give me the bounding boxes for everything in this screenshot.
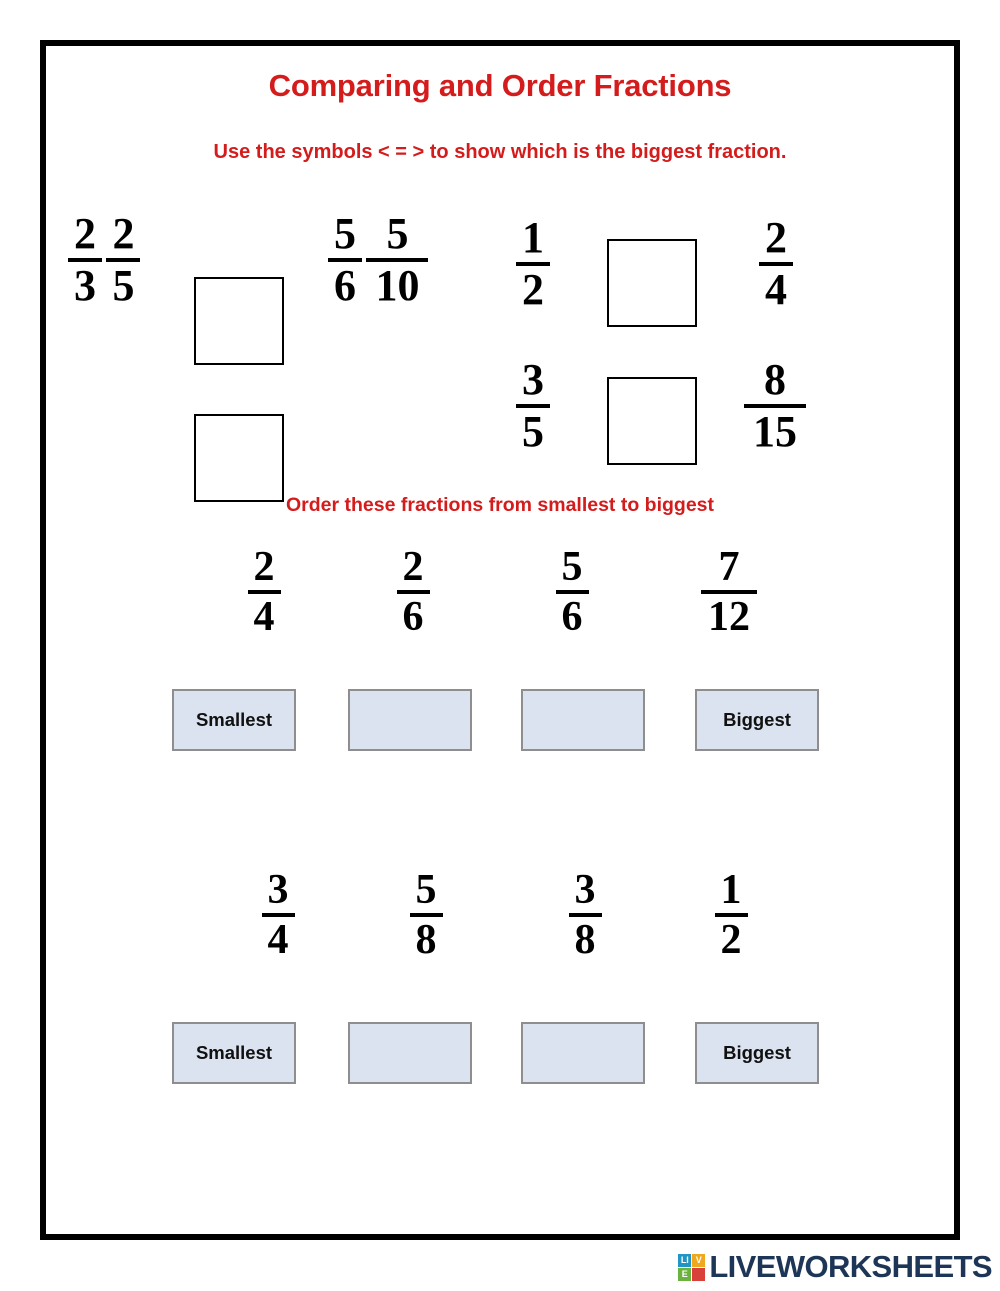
fraction-3-5 xyxy=(516,355,550,456)
numerator: 8 xyxy=(764,355,786,404)
order-fraction-slot xyxy=(671,869,791,961)
page-title: Comparing and Order Fractions xyxy=(268,68,732,103)
fraction-3-4 xyxy=(262,869,295,961)
numerator: 2 xyxy=(765,213,787,262)
order-box-blank[interactable] xyxy=(348,689,472,751)
denominator: 8 xyxy=(415,917,437,963)
order-fraction-slot xyxy=(525,869,645,961)
instruction-compare: Use the symbols < = > to show which is the biggest fraction. xyxy=(213,141,787,163)
liveworksheets-wordmark: LIVEWORKSHEETS xyxy=(709,1249,992,1284)
fraction-1-2 xyxy=(715,869,748,961)
numerator: 3 xyxy=(522,355,544,404)
fraction-1-2 xyxy=(516,213,550,314)
order-fraction-slot xyxy=(204,546,324,638)
instruction-order: Order these fractions from smallest to biggest xyxy=(285,494,715,516)
logo-tile-v: V xyxy=(692,1254,705,1267)
numerator: 7 xyxy=(718,544,740,590)
logo-tile-blank xyxy=(692,1268,705,1281)
denominator: 2 xyxy=(720,917,742,963)
numerator: 1 xyxy=(720,867,742,913)
numerator: 5 xyxy=(561,544,583,590)
order-box-blank[interactable] xyxy=(348,1022,472,1084)
order-box-biggest[interactable]: Biggest xyxy=(695,1022,819,1084)
order-row-1-boxes xyxy=(46,689,954,751)
denominator: 10 xyxy=(375,261,420,310)
fraction-2-5 xyxy=(106,209,140,310)
liveworksheets-logo[interactable] xyxy=(678,1249,992,1285)
compare-answer-box-2[interactable] xyxy=(194,414,284,502)
denominator: 12 xyxy=(708,594,750,640)
denominator: 3 xyxy=(74,261,96,310)
fraction-2-6 xyxy=(397,546,430,638)
order-fraction-slot xyxy=(353,546,473,638)
order-box-biggest[interactable]: Biggest xyxy=(695,689,819,751)
liveworksheets-tiles-icon xyxy=(678,1254,705,1281)
numerator: 5 xyxy=(415,867,437,913)
denominator: 4 xyxy=(765,265,787,314)
order-row-1-fractions xyxy=(46,546,954,656)
logo-tile-li: LI xyxy=(678,1254,691,1267)
compare-answer-box-1[interactable] xyxy=(194,277,284,365)
order-box-smallest[interactable]: Smallest xyxy=(172,689,296,751)
compare-left-fraction-stack xyxy=(68,209,140,310)
order-box-blank[interactable] xyxy=(521,1022,645,1084)
compare-left-col-right-fractions xyxy=(328,209,428,310)
fraction-8-15 xyxy=(744,355,806,456)
denominator: 2 xyxy=(522,265,544,314)
fraction-5-6 xyxy=(556,546,589,638)
numerator: 5 xyxy=(386,209,409,258)
denominator: 15 xyxy=(753,407,797,456)
logo-tile-e: E xyxy=(678,1268,691,1281)
numerator: 3 xyxy=(267,867,289,913)
fraction-2-4 xyxy=(248,546,281,638)
denominator: 5 xyxy=(112,261,135,310)
compare-section xyxy=(46,46,954,486)
numerator: 2 xyxy=(112,209,135,258)
compare-answer-box-3[interactable] xyxy=(607,239,697,327)
order-row-2-boxes xyxy=(46,1022,954,1084)
numerator: 2 xyxy=(402,544,424,590)
order-box-blank[interactable] xyxy=(521,689,645,751)
denominator: 4 xyxy=(267,917,289,963)
denominator: 6 xyxy=(402,594,424,640)
denominator: 4 xyxy=(253,594,275,640)
numerator: 3 xyxy=(574,867,596,913)
fraction-5-10 xyxy=(366,209,428,310)
denominator: 5 xyxy=(522,407,544,456)
order-fraction-slot xyxy=(669,546,789,638)
order-row-2-fractions xyxy=(46,869,954,979)
fraction-2-4 xyxy=(759,213,793,314)
worksheet-page xyxy=(40,40,960,1240)
denominator: 8 xyxy=(574,917,596,963)
order-fraction-slot xyxy=(218,869,338,961)
order-fraction-slot xyxy=(366,869,486,961)
compare-answer-box-4[interactable] xyxy=(607,377,697,465)
numerator: 2 xyxy=(74,209,96,258)
numerator: 5 xyxy=(334,209,356,258)
order-fraction-slot xyxy=(512,546,632,638)
fraction-5-8 xyxy=(410,869,443,961)
fraction-2-3 xyxy=(68,209,102,310)
fraction-3-8 xyxy=(569,869,602,961)
fraction-7-12 xyxy=(701,546,757,638)
order-box-smallest[interactable]: Smallest xyxy=(172,1022,296,1084)
denominator: 6 xyxy=(561,594,583,640)
numerator: 2 xyxy=(253,544,275,590)
denominator: 6 xyxy=(334,261,356,310)
numerator: 1 xyxy=(522,213,544,262)
fraction-5-6 xyxy=(328,209,362,310)
